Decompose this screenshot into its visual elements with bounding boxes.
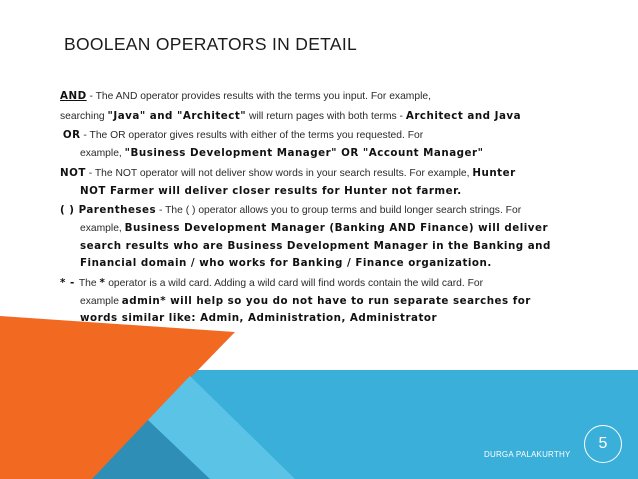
- and-example: "Java" and "Architect": [107, 109, 247, 122]
- parens-text: example,: [80, 222, 125, 234]
- or-description: - The OR operator gives results with either of the terms you requested. For: [80, 130, 424, 142]
- wildcard-text-2: example: [80, 295, 122, 307]
- not-example-1: Hunter: [472, 166, 516, 179]
- wildcard-star: *: [99, 277, 106, 290]
- or-example: "Business Development Manager" OR "Account Manager": [124, 147, 484, 160]
- not-keyword: NOT: [60, 166, 86, 179]
- page-number: 5: [584, 425, 622, 463]
- parens-example-3: Financial domain / who works for Banking / Finance organization.: [80, 257, 492, 270]
- and-text: searching: [60, 110, 108, 122]
- parens-example-2: search results who are Business Development Manager in the Banking and: [80, 239, 551, 252]
- not-description: - The NOT operator will not deliver show words in your search results. For example,: [85, 167, 473, 179]
- and-result: Architect and Java: [405, 109, 522, 122]
- wildcard-example-1: admin* will help so you do not have to run separate searches for: [121, 294, 531, 307]
- or-text: example,: [80, 148, 125, 160]
- wildcard-description: operator is a wild card. Adding a wild card will find words contain the wild card. For: [105, 278, 484, 290]
- and-keyword: AND: [60, 90, 87, 102]
- or-keyword: OR: [62, 129, 81, 142]
- wildcard-keyword: * -: [60, 277, 79, 290]
- parens-example-1: Business Development Manager (Banking AND Finance) will deliver: [124, 221, 549, 234]
- author-name: DURGA PALAKURTHY: [484, 450, 571, 459]
- page-title: BOOLEAN OPERATORS IN DETAIL: [64, 34, 358, 54]
- parens-description: - The ( ) operator allows you to group terms and build longer search strings. For: [156, 205, 522, 217]
- wildcard-text: The: [78, 278, 100, 290]
- not-example-2: NOT Farmer will deliver closer results for Hunter not farmer.: [80, 184, 462, 197]
- and-description: - The AND operator provides results with the terms you input. For example,: [86, 91, 431, 102]
- and-text-2: will return pages with both terms -: [246, 110, 406, 122]
- parens-keyword: ( ) Parentheses: [60, 204, 157, 217]
- wildcard-example-2: words similar like: Admin, Administration, Administrator: [80, 312, 438, 325]
